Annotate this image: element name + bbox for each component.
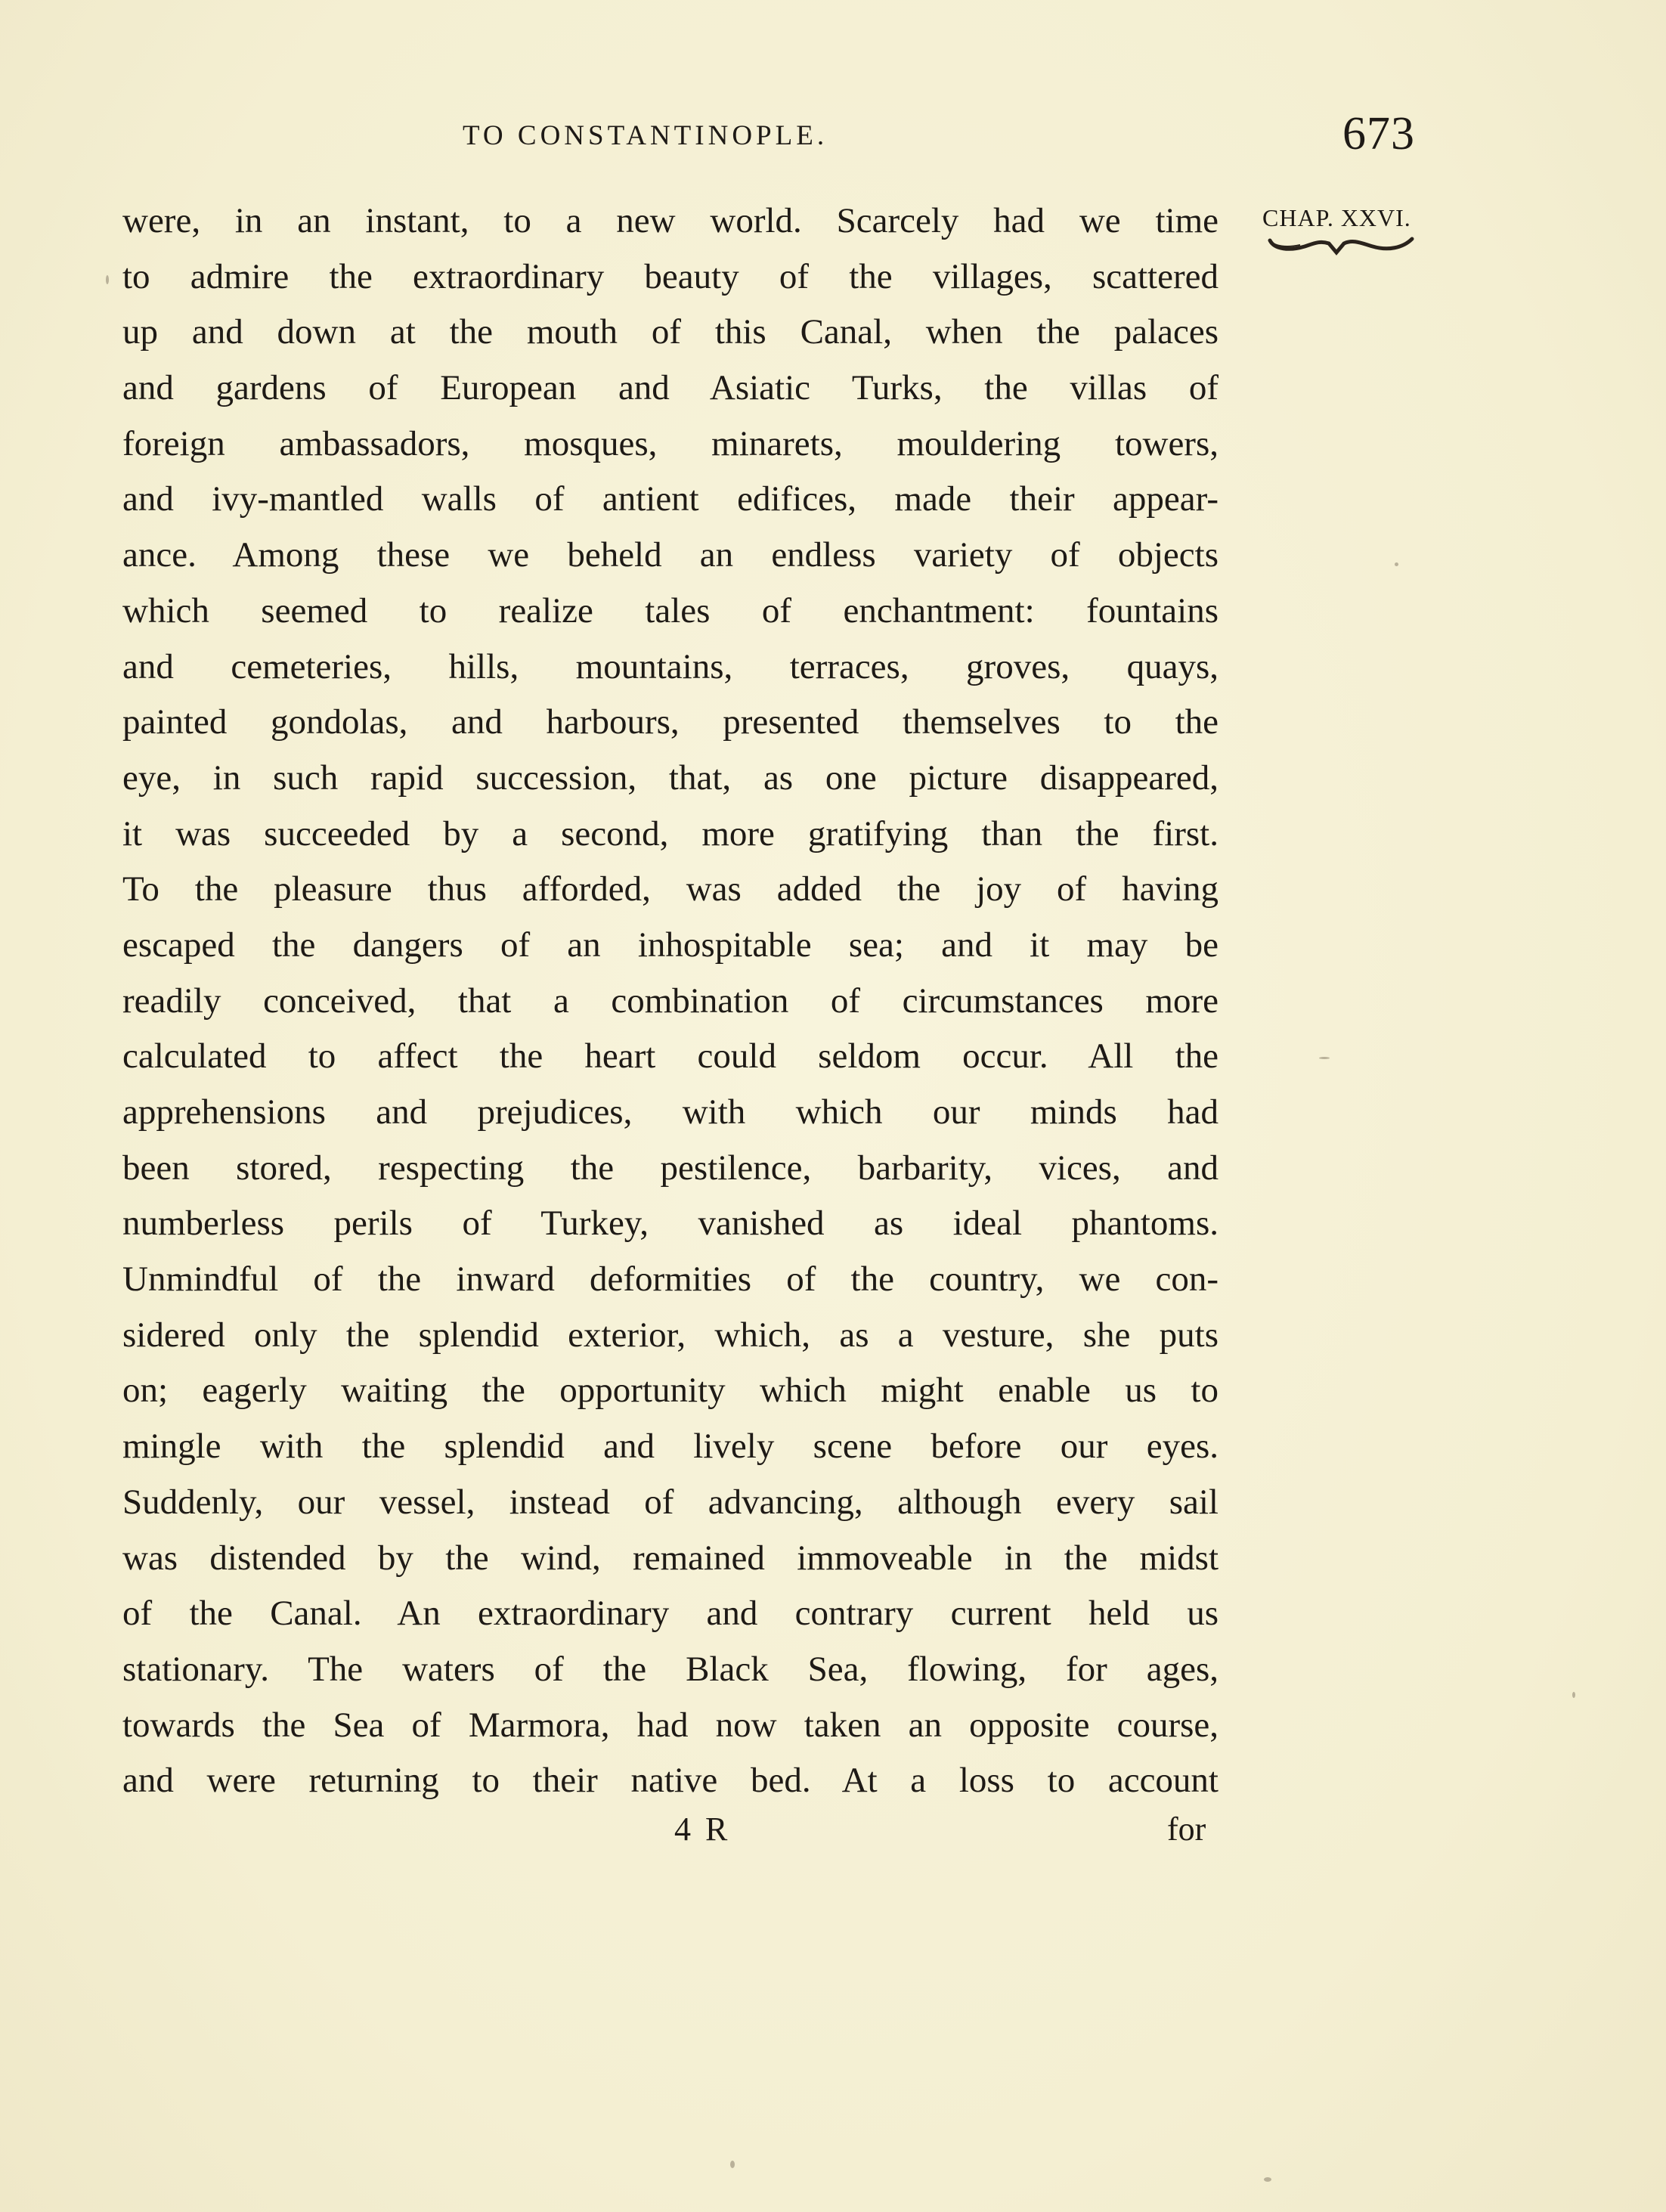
text-line: readily conceived, that a combination of circumstances more [122, 981, 1219, 1021]
text-line: and gardens of European and Asiatic Turks, the villas of [122, 368, 1219, 408]
text-line: mingle with the splendid and lively scene before our eyes. [122, 1427, 1219, 1467]
text-line: Suddenly, our vessel, instead of advancing, although every sail [122, 1482, 1219, 1522]
page-number: 673 [1342, 108, 1415, 160]
text-line: foreign ambassadors, mosques, minarets, mouldering towers, [122, 423, 1219, 463]
text-line: ance. Among these we beheld an endless variety of objects [122, 535, 1219, 575]
catchword: for [1167, 1811, 1206, 1848]
text-line: painted gondolas, and harbours, presented themselves to the [122, 702, 1219, 742]
text-line: escaped the dangers of an inhospitable sea; and it may be [122, 925, 1219, 965]
text-line: apprehensions and prejudices, with which our minds had [122, 1092, 1219, 1132]
text-line: was distended by the wind, remained immoveable in the midst [122, 1538, 1219, 1578]
text-line: stationary. The waters of the Black Sea, flowing, for ages, [122, 1649, 1219, 1689]
text-line: of the Canal. An extraordinary and contrary current held us [122, 1594, 1219, 1634]
text-line: and ivy-mantled walls of antient edifices, made their appear- [122, 479, 1219, 519]
paper-speck [1395, 562, 1398, 566]
text-line: were, in an instant, to a new world. Scarcely had we time [122, 201, 1219, 240]
chapter-marginal-label: CHAP. XXVI. [1262, 204, 1411, 231]
paper-speck [106, 275, 109, 284]
text-line: and were returning to their native bed. At a loss to account [122, 1761, 1219, 1801]
body-text [122, 194, 1219, 1809]
paper-speck [1264, 2177, 1271, 2182]
text-line: and cemeteries, hills, mountains, terraces, groves, quays, [122, 646, 1219, 686]
text-line: towards the Sea of Marmora, had now taken an opposite course, [122, 1705, 1219, 1745]
text-line: up and down at the mouth of this Canal, when the palaces [122, 312, 1219, 352]
text-line: been stored, respecting the pestilence, barbarity, vices, and [122, 1148, 1219, 1188]
text-line: To the pleasure thus afforded, was added the joy of having [122, 869, 1219, 909]
text-line: it was succeeded by a second, more gratifying than the first. [122, 813, 1219, 854]
text-line: which seemed to realize tales of enchantment: fountains [122, 590, 1219, 630]
text-line: on; eagerly waiting the opportunity which might enable us to [122, 1371, 1219, 1411]
paper-speck [1572, 1692, 1575, 1698]
text-line: Unmindful of the inward deformities of the country, we con- [122, 1259, 1219, 1300]
running-head: TO CONSTANTINOPLE. [463, 120, 828, 151]
paper-speck [1319, 1057, 1330, 1059]
text-line: to admire the extraordinary beauty of the villages, scattered [122, 256, 1219, 296]
text-line: calculated to affect the heart could seldom occur. All the [122, 1036, 1219, 1077]
ornamental-swash-icon [1267, 236, 1418, 259]
text-line: sidered only the splendid exterior, which, as a vesture, she puts [122, 1315, 1219, 1355]
signature-mark: 4 R [674, 1811, 731, 1848]
text-line: numberless perils of Turkey, vanished as ideal phantoms. [122, 1204, 1219, 1244]
paper-speck [730, 2161, 735, 2168]
page-footer [0, 1810, 1666, 1855]
text-line: eye, in such rapid succession, that, as one picture disappeared, [122, 757, 1219, 798]
